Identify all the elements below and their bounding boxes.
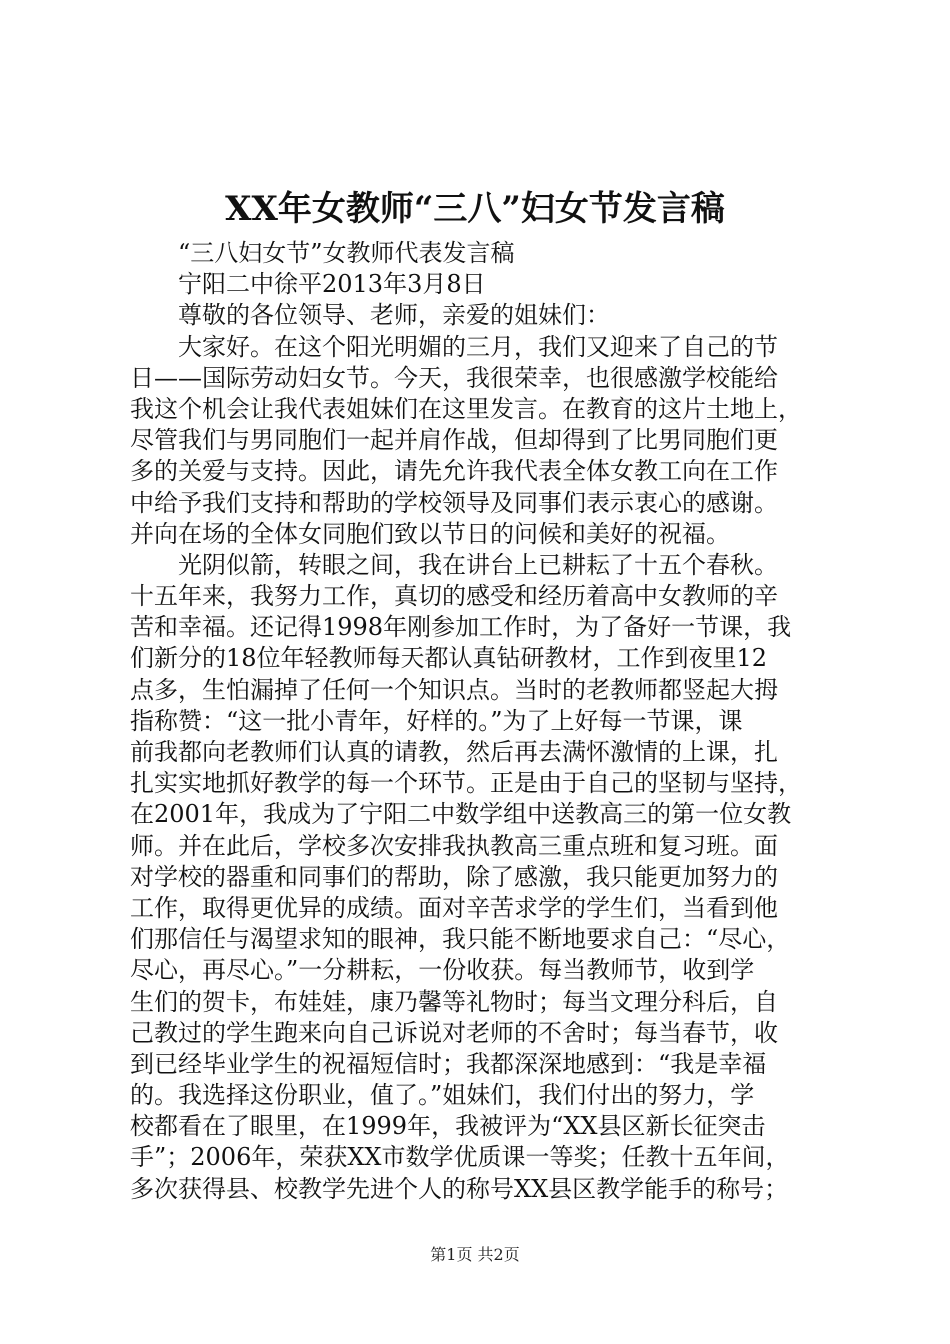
paragraph-line: 苦和幸福。还记得1998年刚参加工作时，为了备好一节课，我 (130, 613, 792, 642)
paragraph-line: 校都看在了眼里，在1999年，我被评为“XX县区新长征突击 (130, 1112, 766, 1141)
paragraph-line: 们那信任与渴望求知的眼神，我只能不断地要求自己：“尽心， (130, 925, 791, 954)
document-title: XX年女教师“三八”妇女节发言稿 (225, 189, 725, 229)
paragraph-line: 尽管我们与男同胞们一起并肩作战，但却得到了比男同胞们更 (130, 426, 778, 455)
salutation-line: 尊敬的各位领导、老师，亲爱的姐妹们： (178, 301, 610, 330)
paragraph-line: 的。我选择这份职业，值了。”姐妹们，我们付出的努力，学 (130, 1081, 755, 1110)
paragraph-line: 己教过的学生跑来向自己诉说对老师的不舍时；每当春节，收 (130, 1018, 778, 1047)
paragraph-line: 工作，取得更优异的成绩。面对辛苦求学的学生们，当看到他 (130, 893, 778, 922)
paragraph-line: 日——国际劳动妇女节。今天，我很荣幸，也很感激学校能给 (130, 363, 778, 392)
paragraph-line: 大家好。在这个阳光明媚的三月，我们又迎来了自己的节 (178, 332, 778, 361)
paragraph-line: 中给予我们支持和帮助的学校领导及同事们表示衷心的感谢。 (130, 488, 778, 517)
paragraph-line: 并向在场的全体女同胞们致以节日的问候和美好的祝福。 (130, 519, 730, 548)
document-body (130, 238, 830, 1205)
paragraph-line: 点多，生怕漏掉了任何一个知识点。当时的老教师都竖起大拇 (130, 675, 778, 704)
paragraph-line: 手”；2006年，荣获XX市数学优质课一等奖；任教十五年间， (130, 1143, 790, 1172)
paragraph-line: 前我都向老教师们认真的请教，然后再去满怀激情的上课，扎 (130, 738, 778, 766)
paragraph-line: 多次获得县、校教学先进个人的称号XX县区教学能手的称号； (130, 1174, 789, 1203)
paragraph-line: 多的关爱与支持。因此，请先允许我代表全体女教工向在工作 (130, 457, 778, 486)
paragraph-line: 对学校的器重和同事们的帮助，除了感激，我只能更加努力的 (130, 862, 778, 891)
paragraph-line: 光阴似箭，转眼之间，我在讲台上已耕耘了十五个春秋。 (178, 550, 778, 579)
paragraph-line: 尽心，再尽心。”一分耕耘，一份收获。每当教师节，收到学 (130, 956, 755, 985)
paragraph-line: 在2001年，我成为了宁阳二中数学组中送教高三的第一位女教 (130, 800, 792, 829)
subtitle-line: “三八妇女节”女教师代表发言稿 (178, 239, 515, 267)
paragraph-line: 到已经毕业学生的祝福短信时；我都深深地感到：“我是幸福 (130, 1049, 767, 1078)
page-footer: 第1页 共2页 (430, 1245, 520, 1264)
paragraph-line: 们新分的18位年轻教师每天都认真钻研教材，工作到夜里12 (130, 644, 768, 673)
paragraph-line: 指称赞：“这一批小青年，好样的。”为了上好每一节课，课 (130, 706, 743, 735)
paragraph-line: 生们的贺卡，布娃娃，康乃馨等礼物时；每当文理分科后，自 (130, 987, 778, 1016)
author-date-line: 宁阳二中徐平2013年3月8日 (178, 270, 486, 299)
paragraph-line: 扎实实地抓好教学的每一个环节。正是由于自己的坚韧与坚持， (130, 769, 802, 798)
paragraph-line: 师。并在此后，学校多次安排我执教高三重点班和复习班。面 (130, 831, 778, 860)
paragraph-line: 十五年来，我努力工作，真切的感受和经历着高中女教师的辛 (130, 582, 778, 611)
paragraph-line: 我这个机会让我代表姐妹们在这里发言。在教育的这片土地上， (130, 394, 802, 423)
